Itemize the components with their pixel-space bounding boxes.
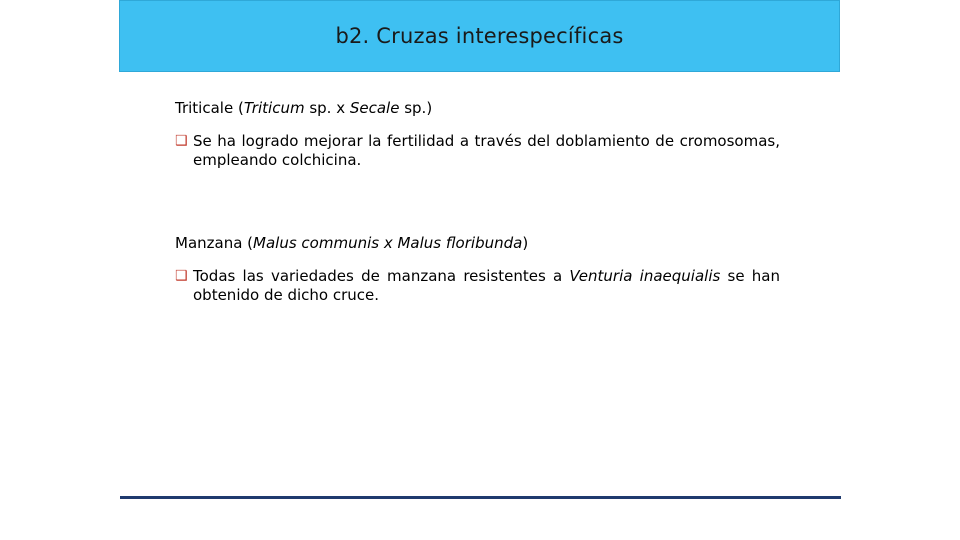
heading-paren: ( <box>233 99 244 117</box>
species-malus: Malus communis x Malus floribunda <box>253 234 523 252</box>
species-end: sp.) <box>399 99 433 117</box>
bullet-text-part: se han obtenido de dicho cruce. <box>193 267 780 304</box>
heading-name: Triticale <box>175 99 234 117</box>
section-heading-manzana <box>175 234 780 253</box>
bullet-item <box>175 132 780 170</box>
bottom-divider <box>120 496 841 499</box>
pathogen-name: Venturia inaequialis <box>569 267 721 285</box>
heading-paren: ( <box>242 234 254 252</box>
section-heading-triticale <box>175 99 780 118</box>
checkbox-bullet-icon: ❑ <box>175 133 188 149</box>
checkbox-bullet-icon: ❑ <box>175 268 188 284</box>
bullet-text: Se ha logrado mejorar la fertilidad a través del doblamiento de cromosomas, empleando colchicina. <box>193 132 780 169</box>
heading-paren-close: ) <box>522 234 529 252</box>
bullet-item <box>175 267 780 305</box>
section-triticale <box>175 99 780 170</box>
genus-triticum: Triticum <box>243 99 305 117</box>
slide-title: b2. Cruzas interespecíficas <box>335 24 624 48</box>
bullet-text <box>193 267 780 305</box>
bullet-text-part: Todas las variedades de manzana resistentes a <box>193 267 570 285</box>
section-manzana <box>175 234 780 305</box>
genus-secale: Secale <box>349 99 400 117</box>
title-banner <box>119 0 840 72</box>
species-sep: sp. x <box>304 99 350 117</box>
heading-name: Manzana <box>175 234 243 252</box>
